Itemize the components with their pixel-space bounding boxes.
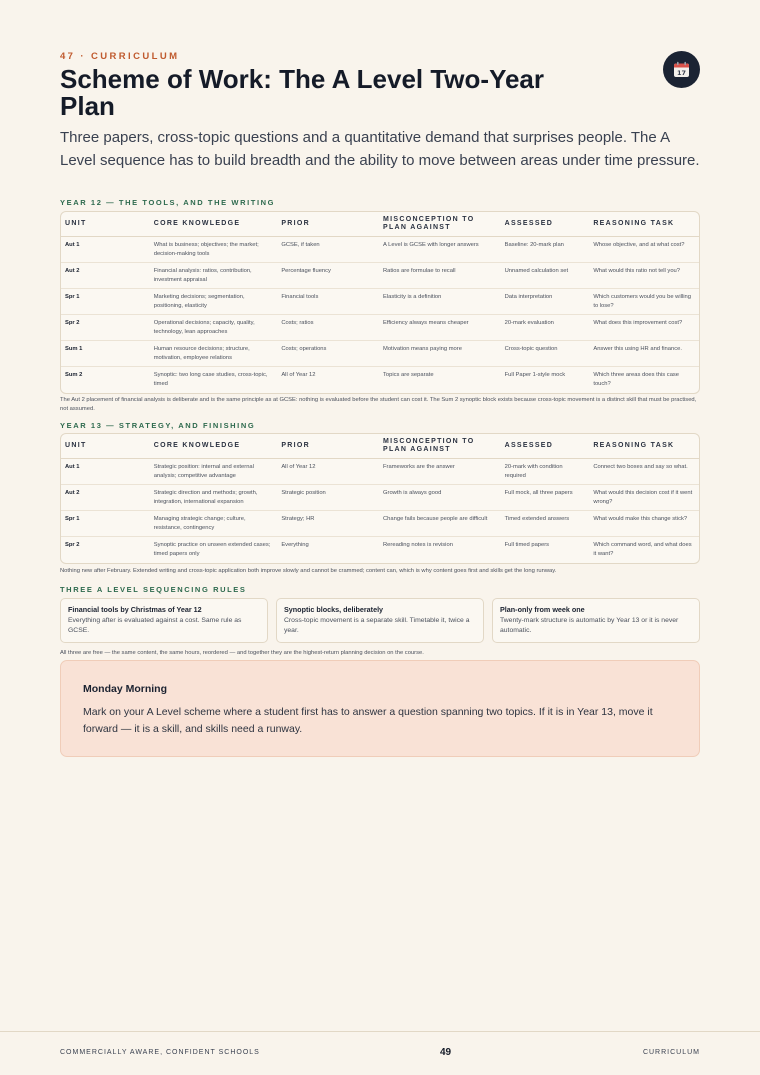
rule-body: Twenty-mark structure is automatic by Year 13 or it is never automatic. (500, 617, 679, 634)
table-cell: Operational decisions; capacity, quality, technology, lean approaches (153, 320, 255, 335)
rules-note: All three are free — the same content, the same hours, reordered — and together they are the highest-return planning decision on the course. (60, 650, 424, 656)
table-cell: Full mock, all three papers (504, 490, 573, 496)
table-cell: Strategy; HR (281, 516, 315, 522)
unit-cell: Sum 1 (65, 346, 83, 352)
callout-body: Mark on your A Level scheme where a student first has to answer a question spanning two topics. If it is in Year 13, move it forward — it is a skill, and skills need a runway. (83, 706, 653, 735)
table-cell: Synoptic practice on unseen extended cases; timed papers only (153, 542, 271, 557)
page-number: 49 (440, 1047, 452, 1058)
table-cell: GCSE, if taken (281, 242, 320, 248)
rules-heading: THREE A LEVEL SEQUENCING RULES (60, 585, 247, 594)
table-cell: Answer this using HR and finance. (593, 346, 682, 352)
table-row (61, 315, 699, 341)
calendar-day: 17 (676, 69, 687, 78)
column-header: PRIOR (281, 441, 310, 449)
calendar-icon (673, 61, 690, 78)
column-header: CORE KNOWLEDGE (153, 441, 241, 449)
table-cell: Which command word, and what does it want? (593, 542, 692, 557)
table-cell: Strategic direction and methods; growth, integration, international expansion (153, 490, 258, 505)
table-cell: Ratios are formulae to recall (383, 268, 456, 274)
table-row (61, 459, 699, 485)
column-header: MISCONCEPTION TO PLAN AGAINST (383, 437, 475, 453)
table-cell: A Level is GCSE with longer answers (383, 242, 479, 248)
table-cell: All of Year 12 (281, 464, 316, 470)
table-cell: Connect two boxes and say so what. (593, 464, 688, 470)
table-cell: What is business; objectives; the market; decision-making tools (153, 242, 259, 257)
rule-title: Synoptic blocks, deliberately (284, 605, 384, 614)
unit-cell: Aut 2 (65, 490, 80, 496)
table-cell: Unnamed calculation set (504, 268, 569, 274)
table-header (61, 434, 699, 459)
column-header: ASSESSED (504, 219, 554, 227)
column-header: UNIT (65, 219, 87, 227)
section-kicker: 47 · CURRICULUM (60, 51, 180, 62)
table-cell: Which customers would you be willing to lose? (593, 294, 691, 309)
table-header (61, 212, 699, 237)
year12-heading: YEAR 12 — THE TOOLS, AND THE WRITING (60, 198, 276, 207)
table-cell: Managing strategic change; culture, resistance, contingency (153, 516, 246, 531)
rules-list (60, 598, 700, 643)
footer-left: COMMERCIALLY AWARE, CONFIDENT SCHOOLS (60, 1049, 260, 1056)
unit-cell: Sum 2 (65, 372, 83, 378)
rule-card (276, 598, 484, 643)
table-cell: Everything (281, 542, 309, 548)
table-cell: 20-mark evaluation (504, 320, 554, 326)
table-cell: Elasticity is a definition (383, 294, 442, 300)
table-row (61, 511, 699, 537)
table-cell: Baseline: 20-mark plan (504, 242, 564, 248)
table-row (61, 289, 699, 315)
calendar-badge (663, 51, 700, 88)
table-cell: Strategic position (281, 490, 326, 496)
table-row (61, 537, 699, 563)
column-header: MISCONCEPTION TO PLAN AGAINST (383, 215, 475, 231)
table-cell: Timed extended answers (504, 516, 570, 522)
rule-body: Cross-topic movement is a separate skill. Timetable it, twice a year. (284, 617, 470, 634)
table-cell: Change fails because people are difficult (383, 516, 488, 522)
rule-title: Financial tools by Christmas of Year 12 (68, 605, 202, 614)
table-cell: Strategic position: internal and external analysis; competitive advantage (153, 464, 254, 479)
table-row (61, 367, 699, 393)
table-cell: All of Year 12 (281, 372, 316, 378)
table-cell: Costs; ratios (281, 320, 314, 326)
table-cell: Topics are separate (383, 372, 434, 378)
table-cell: Full Paper 1-style mock (504, 372, 566, 378)
column-header: ASSESSED (504, 441, 554, 449)
table-cell: Growth is always good (383, 490, 442, 496)
unit-cell: Spr 1 (65, 516, 80, 522)
table-cell: Rereading notes is revision (383, 542, 453, 548)
rule-card (60, 598, 268, 643)
table-row (61, 237, 699, 263)
table-cell: Financial tools (281, 294, 319, 300)
unit-cell: Aut 2 (65, 268, 80, 274)
table-cell: Motivation means paying more (383, 346, 462, 352)
column-header: REASONING TASK (593, 441, 675, 449)
year13-table (60, 433, 700, 564)
table-cell: Marketing decisions; segmentation, positioning, elasticity (153, 294, 245, 309)
footer-right: CURRICULUM (642, 1049, 700, 1056)
table-cell: Synoptic: two long case studies, cross-topic, timed (153, 372, 268, 387)
rule-card (492, 598, 700, 643)
table-cell: Frameworks are the answer (383, 464, 455, 470)
table-cell: Whose objective, and at what cost? (593, 242, 685, 248)
table-cell: What would this decision cost if it went wrong? (593, 490, 693, 505)
table-cell: What would this ratio not tell you? (593, 268, 681, 274)
column-header: REASONING TASK (593, 219, 675, 227)
lede: Three papers, cross-topic questions and a quantitative demand that surprises people. The A Level sequence has to build breadth and the ability to move between areas under time pressure. (60, 129, 700, 169)
table-cell: Percentage fluency (281, 268, 331, 274)
table-cell: What does this improvement cost? (593, 320, 683, 326)
table-cell: Efficiency always means cheaper (383, 320, 469, 326)
column-header: UNIT (65, 441, 87, 449)
table-cell: Which three areas does this case touch? (593, 372, 680, 387)
table-cell: What would make this change stick? (593, 516, 688, 522)
column-header: CORE KNOWLEDGE (153, 219, 241, 227)
unit-cell: Spr 2 (65, 542, 80, 548)
column-header: PRIOR (281, 219, 310, 227)
year12-note: The Aut 2 placement of financial analysis is deliberate and is the same principle as at GCSE: nothing is evaluated before the student can cost it. The Sum 2 synoptic block exists because cross-topic movement is a distinct skill that must be practised, not assumed. (60, 397, 697, 412)
table-cell: Human resource decisions; structure, motivation, employee relations (153, 346, 250, 361)
footer-divider (0, 1031, 760, 1032)
table-cell: Financial analysis: ratios, contribution, investment appraisal (153, 268, 252, 283)
unit-cell: Aut 1 (65, 242, 80, 248)
table-row (61, 485, 699, 511)
table-cell: Full timed papers (504, 542, 550, 548)
unit-cell: Spr 2 (65, 320, 80, 326)
year13-heading: YEAR 13 — STRATEGY, AND FINISHING (60, 421, 256, 430)
table-cell: Cross-topic question (504, 346, 558, 352)
table-row (61, 341, 699, 367)
table-row (61, 263, 699, 289)
table-cell: Costs; operations (281, 346, 327, 352)
year12-table (60, 211, 700, 394)
monday-callout (60, 660, 700, 757)
page-title: Scheme of Work: The A Level Two-Year Plan (60, 64, 545, 121)
table-cell: 20-mark with condition required (504, 464, 563, 479)
unit-cell: Spr 1 (65, 294, 80, 300)
callout-title: Monday Morning (83, 683, 167, 695)
unit-cell: Aut 1 (65, 464, 80, 470)
year13-note: Nothing new after February. Extended writing and cross-topic application both improve slowly and cannot be crammed; content can, which is why content goes first and skills get the long runway. (60, 568, 557, 574)
rule-body: Everything after is evaluated against a cost. Same rule as GCSE. (68, 617, 242, 634)
rule-title: Plan-only from week one (500, 605, 585, 614)
table-cell: Data interpretation (504, 294, 553, 300)
